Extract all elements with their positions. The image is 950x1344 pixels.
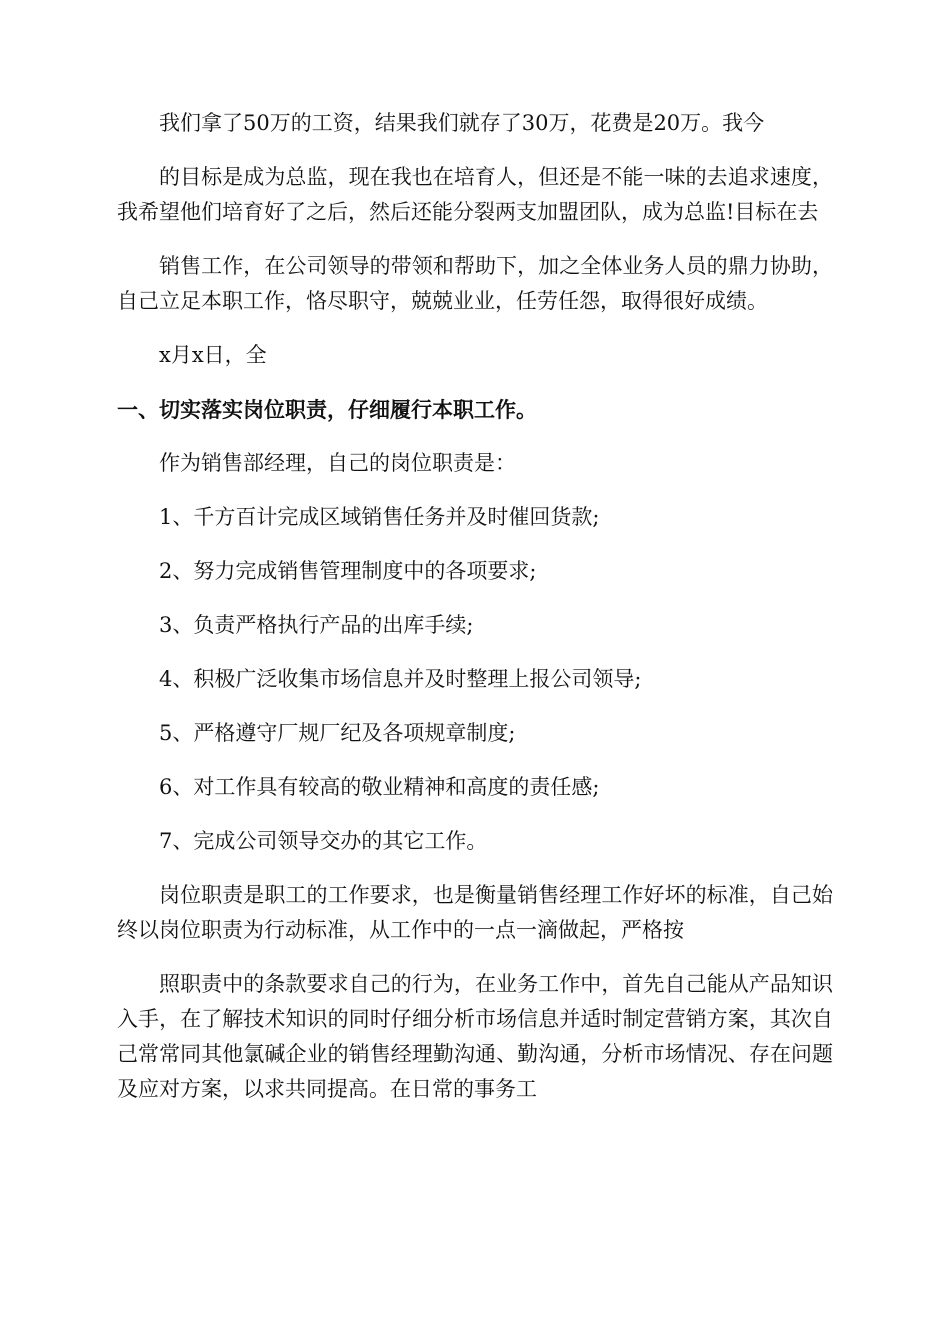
list-item: 1、千方百计完成区域销售任务并及时催回货款; bbox=[159, 505, 600, 529]
paragraph-sales-work: 销售工作，在公司领导的带领和帮助下，加之全体业务人员的鼎力协助，自己立足本职工作，恪尽职守，兢兢业业，任劳任怨，取得很好成绩。 bbox=[117, 254, 833, 313]
list-item: 3、负责严格执行产品的出库手续; bbox=[159, 613, 474, 637]
paragraph-date: x月x日，全 bbox=[159, 343, 267, 367]
paragraph-goal: 的目标是成为总监，现在我也在培育人，但还是不能一味的去追求速度，我希望他们培育好了之后，然后还能分裂两支加盟团队，成为总监!目标在去 bbox=[117, 165, 833, 224]
list-item: 4、积极广泛收集市场信息并及时整理上报公司领导; bbox=[159, 667, 642, 691]
document-page bbox=[117, 106, 833, 1126]
list-item: 2、努力完成销售管理制度中的各项要求; bbox=[159, 559, 537, 583]
list-item: 6、对工作具有较高的敬业精神和高度的责任感; bbox=[159, 775, 600, 799]
paragraph-business-work: 照职责中的条款要求自己的行为，在业务工作中，首先自己能从产品知识入手，在了解技术知识的同时仔细分析市场信息并适时制定营销方案，其次自己常常同其他氯碱企业的销售经理勤沟通、勤沟通，分析市场情况、存在问题及应对方案，以求共同提高。在日常的事务工 bbox=[117, 972, 833, 1101]
duties-intro: 作为销售部经理，自己的岗位职责是： bbox=[159, 451, 516, 475]
list-item: 7、完成公司领导交办的其它工作。 bbox=[159, 829, 488, 853]
list-item: 5、严格遵守厂规厂纪及各项规章制度; bbox=[159, 721, 516, 745]
paragraph-salary: 我们拿了50万的工资，结果我们就存了30万，花费是20万。我今 bbox=[159, 111, 765, 135]
section-heading: 一、切实落实岗位职责，仔细履行本职工作。 bbox=[117, 397, 537, 422]
paragraph-duty-standard: 岗位职责是职工的工作要求，也是衡量销售经理工作好坏的标准，自己始终以岗位职责为行动标准，从工作中的一点一滴做起，严格按 bbox=[117, 883, 833, 942]
